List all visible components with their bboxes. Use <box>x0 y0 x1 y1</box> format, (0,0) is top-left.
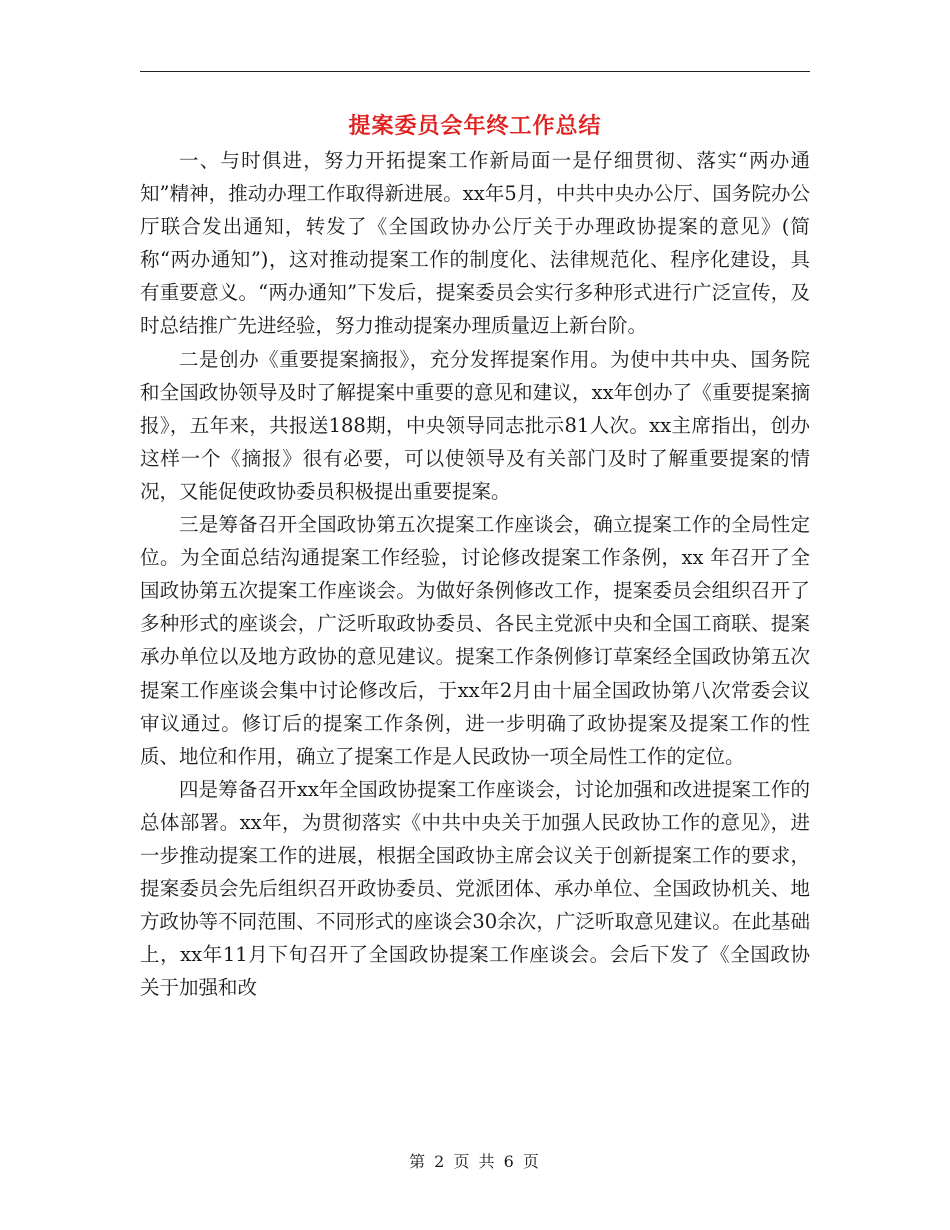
page-number-footer: 第 2 页 共 6 页 <box>409 1152 541 1171</box>
document-body <box>140 144 810 1004</box>
paragraph-4: 四是筹备召开xx年全国政协提案工作座谈会，讨论加强和改进提案工作的总体部署。xx年，为贯彻落实《中共中央关于加强人民政协工作的意见》，进一步推动提案工作的进展，根据全国政协主席会议关于创新提案工作的要求，提案委员会先后组织召开政协委员、党派团体、承办单位、全国政协机关、地方政协等不同范围、不同形式的座谈会30余次，广泛听取意见建议。在此基础上，xx年11月下旬召开了全国政协提案工作座谈会。会后下发了《全国政协关于加强和改 <box>140 777 810 1000</box>
paragraph-2: 二是创办《重要提案摘报》，充分发挥提案作用。为使中共中央、国务院和全国政协领导及时了解提案中重要的意见和建议，xx年创办了《重要提案摘报》，五年来，共报送188期，中央领导同志批示81人次。xx主席指出，创办这样一个《摘报》很有必要，可以使领导及有关部门及时了解重要提案的情况，又能促使政协委员积极提出重要提案。 <box>140 347 810 503</box>
document-title: 提案委员会年终工作总结 <box>348 113 602 139</box>
paragraph-1: 一、与时俱进，努力开拓提案工作新局面一是仔细贯彻、落实“两办通知”精神，推动办理工作取得新进展。xx年5月，中共中央办公厅、国务院办公厅联合发出通知，转发了《全国政协办公厅关于办理政协提案的意见》(简称“两办通知”)，这对推动提案工作的制度化、法律规范化、程序化建设，具有重要意义。“两办通知”下发后，提案委员会实行多种形式进行广泛宣传，及时总结推广先进经验，努力推动提案办理质量迈上新台阶。 <box>140 149 810 338</box>
paragraph-3: 三是筹备召开全国政协第五次提案工作座谈会，确立提案工作的全局性定位。为全面总结沟通提案工作经验，讨论修改提案工作条例，xx 年召开了全国政协第五次提案工作座谈会。为做好条例修改工作，提案委员会组织召开了多种形式的座谈会，广泛听取政协委员、各民主党派中央和全国工商联、提案承办单位以及地方政协的意见建议。提案工作条例修订草案经全国政协第五次提案工作座谈会集中讨论修改后，于xx年2月由十届全国政协第八次常委会议审议通过。修订后的提案工作条例，进一步明确了政协提案及提案工作的性质、地位和作用，确立了提案工作是人民政协一项全局性工作的定位。 <box>140 513 810 768</box>
header-rule <box>140 71 810 72</box>
